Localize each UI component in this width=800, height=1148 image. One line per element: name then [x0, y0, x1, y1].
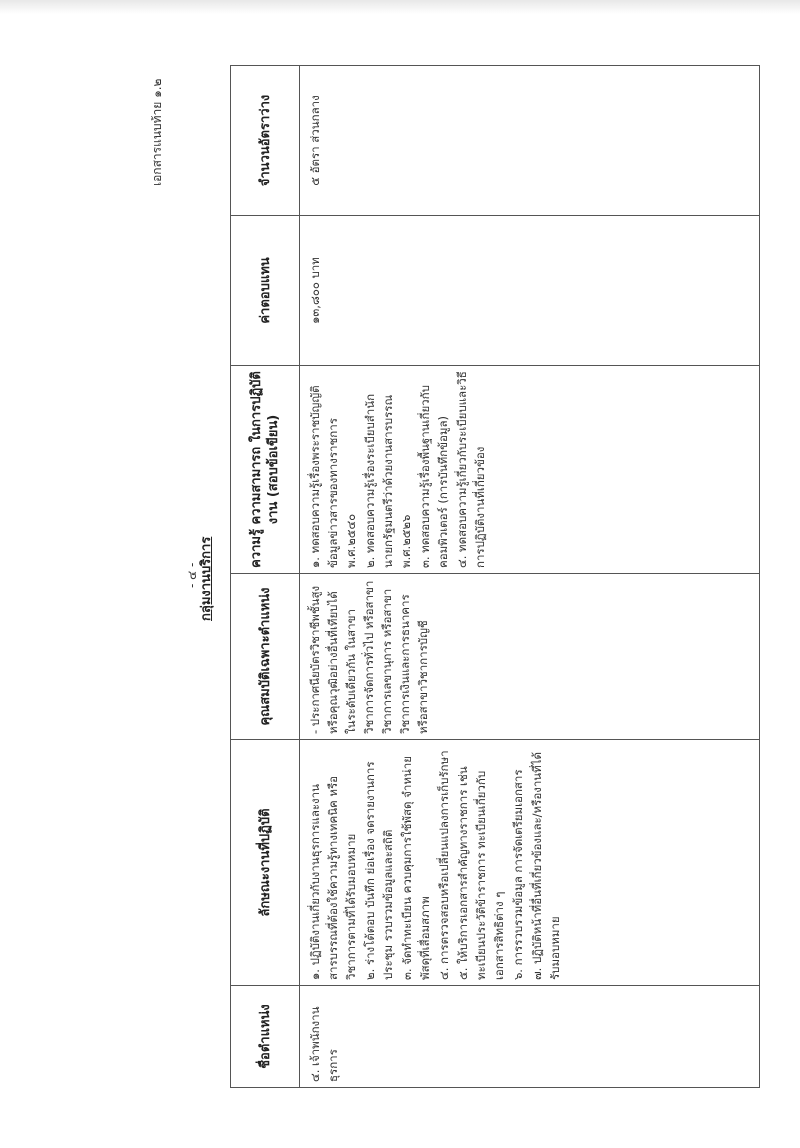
knowledge-item: ๒. ทดสอบความรู้เรื่องระเบียบสำนักนายกรัฐมนตรีว่าด้วยงานสารบรรณ พ.ศ.๒๕๒๖ [363, 393, 413, 568]
cell-duties [300, 740, 760, 986]
table-header-row [231, 66, 300, 1088]
job-table [230, 65, 760, 1088]
header-position: ชื่อตำแหน่ง [231, 986, 300, 1088]
duty-item: ๓. จัดทำทะเบียน ควบคุมการใช้พัสดุ จำหน่ายพัสดุที่เสื่อมสภาพ [400, 756, 432, 980]
knowledge-item: ๓. ทดสอบความรู้เรื่องพื้นฐานเกี่ยวกับคอมพิวเตอร์ (การบันทึกข้อมูล) [418, 385, 450, 568]
section-title: กลุ่มงานบริการ [199, 536, 214, 621]
page-number: - ๔ - [185, 562, 199, 588]
table-row [300, 66, 760, 1088]
duty-item: ๕. ให้บริการเอกสารสำคัญทางราชการ เช่น ทะเบียนประวัติข้าราชการ ทะเบียนเกี่ยวกับเอกสารสิทธิต่าง ๆ [456, 766, 506, 980]
header-vacancies: จำนวนอัตราว่าง [231, 66, 300, 216]
duty-item: ๒. ร่างโต้ตอบ บันทึก ย่อเรื่อง จดรายงานการประชุม รวบรวมข้อมูลและสถิติ [363, 761, 395, 980]
header-qualifications: คุณสมบัติเฉพาะตำแหน่ง [231, 574, 300, 740]
knowledge-item: ๑. ทดสอบความรู้เรื่องพระราชบัญญัติข้อมูลข่าวสารของทางราชการ พ.ศ.๒๕๔๐ [308, 385, 358, 568]
cell-qualifications: - ประกาศนียบัตรวิชาชีพชั้นสูงหรือคุณวุฒิอย่างอื่นที่เทียบได้ในระดับเดียวกัน ในสาขาวิชาการจัดการทั่วไป หรือสาขาวิชาการเลขานุการ หรือสาขาวิชาการเงินและการธนาคาร หรือสาขาวิชาการบัญชี [300, 574, 760, 740]
knowledge-item: ๔. ทดสอบความรู้เกี่ยวกับระเบียบและวิธีการปฏิบัติงานที่เกี่ยวข้อง [455, 371, 487, 568]
duty-item: ๖. การรวบรวมข้อมูล การจัดเตรียมเอกสาร [511, 769, 525, 980]
cell-position: ๔. เจ้าพนักงานธุรการ [300, 986, 760, 1088]
duty-item: ๗. ปฏิบัติหน้าที่อื่นที่เกี่ยวข้องและ/หรืองานที่ได้รับมอบหมาย [530, 752, 562, 980]
annex-label: เอกสารแนบท้าย ๑.๒ [150, 78, 164, 186]
cell-vacancies: ๕ อัตรา ส่วนกลาง [300, 66, 760, 216]
duty-item: ๑. ปฏิบัติงานเกี่ยวกับงานธุรการและงานสารบรรณที่ต้องใช้ความรู้ทางเทคนิค หรือวิชาการตามที่ได้รับมอบหมาย [308, 775, 358, 980]
cell-knowledge [300, 366, 760, 574]
duty-item: ๔. การตรวจสอบหรือเปลี่ยนแปลงการเก็บรักษา [437, 750, 451, 980]
header-compensation: ค่าตอบแทน [231, 216, 300, 366]
cell-compensation: ๑๓,๘๐๐ บาท [300, 216, 760, 366]
header-duties: ลักษณะงานที่ปฏิบัติ [231, 740, 300, 986]
header-knowledge: ความรู้ ความสามารถ ในการปฏิบัติงาน (สอบข้อเขียน) [231, 366, 300, 574]
